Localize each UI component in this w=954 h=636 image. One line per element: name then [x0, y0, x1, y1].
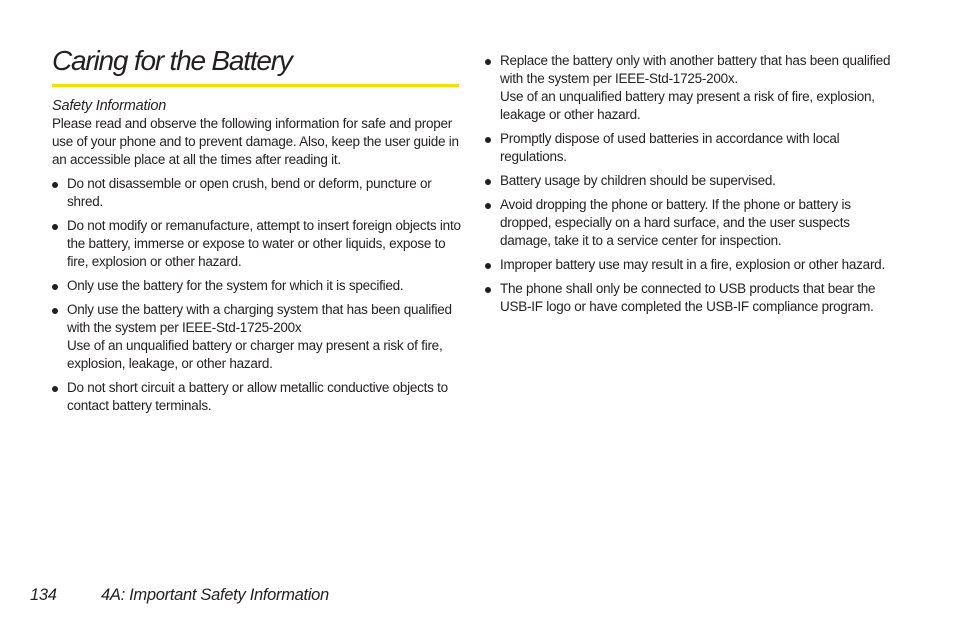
bullet-text: Do not modify or remanufacture, attempt to insert foreign objects into the battery, immerse or expose to water or other liquids, expose to fire, explosion or other hazard.: [67, 218, 461, 269]
bullet-icon: [485, 263, 491, 269]
list-item: [485, 196, 897, 250]
bullet-extra-text: Use of an unqualified battery or charger may present a risk of fire, explosion, leakage, or other hazard.: [67, 338, 443, 371]
bullet-text: Replace the battery only with another battery that has been qualified with the system per IEEE-Std-1725-200x.: [500, 53, 891, 86]
bullet-text: Do not disassemble or open crush, bend or deform, puncture or shred.: [67, 176, 432, 209]
bullet-text: Improper battery use may result in a fire, explosion or other hazard.: [500, 257, 885, 272]
bullet-text: Only use the battery with a charging system that has been qualified with the system per IEEE-Std-1725-200x: [67, 302, 452, 335]
list-item: [485, 256, 897, 274]
section-subheading: Safety Information: [52, 98, 167, 114]
bullet-icon: [485, 287, 491, 293]
bullet-icon: [52, 284, 58, 290]
list-item: [52, 301, 462, 373]
bullet-text: Promptly dispose of used batteries in accordance with local regulations.: [500, 131, 840, 164]
bullet-icon: [52, 386, 58, 392]
title-underline: [52, 84, 459, 87]
right-bullet-list: [485, 52, 897, 316]
bullet-icon: [52, 224, 58, 230]
list-item: [485, 130, 897, 166]
section-name: 4A: Important Safety Information: [101, 586, 329, 604]
list-item: [52, 217, 462, 271]
bullet-icon: [52, 182, 58, 188]
list-item: [485, 172, 897, 190]
bullet-icon: [485, 203, 491, 209]
list-item: [52, 277, 462, 295]
bullet-icon: [52, 308, 58, 314]
intro-paragraph: Please read and observe the following information for safe and proper use of your phone and to prevent damage. Also, keep the user guide in an accessible place at all the times after reading it.: [52, 116, 459, 167]
bullet-icon: [485, 179, 491, 185]
page-number: 134: [30, 586, 57, 604]
left-column: [52, 97, 462, 421]
list-item: [52, 175, 462, 211]
bullet-icon: [485, 137, 491, 143]
list-item: [52, 379, 462, 415]
list-item: [485, 52, 897, 124]
right-column: [485, 52, 897, 322]
bullet-text: Battery usage by children should be supervised.: [500, 173, 776, 188]
page-footer: [30, 584, 329, 606]
page-title: Caring for the Battery: [52, 45, 292, 76]
list-item: [485, 280, 897, 316]
bullet-text: Only use the battery for the system for which it is specified.: [67, 278, 404, 293]
bullet-text: Do not short circuit a battery or allow metallic conductive objects to contact battery terminals.: [67, 380, 448, 413]
bullet-text: The phone shall only be connected to USB products that bear the USB-IF logo or have completed the USB-IF compliance program.: [500, 281, 876, 314]
bullet-text: Avoid dropping the phone or battery. If the phone or battery is dropped, especially on a hard surface, and the user suspects damage, take it to a service center for inspection.: [500, 197, 851, 248]
bullet-icon: [485, 59, 491, 65]
bullet-extra-text: Use of an unqualified battery may present a risk of fire, explosion, leakage or other hazard.: [500, 89, 875, 122]
left-bullet-list: [52, 175, 462, 415]
